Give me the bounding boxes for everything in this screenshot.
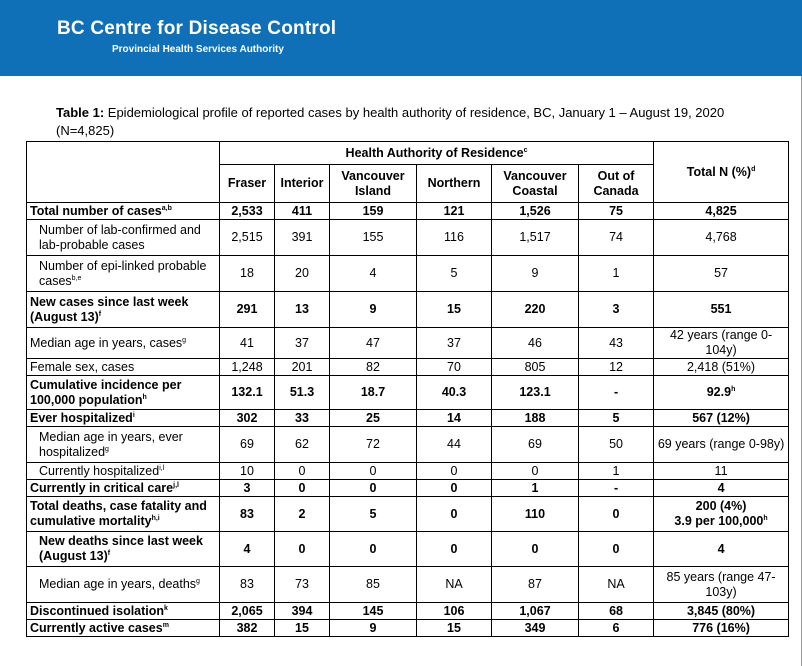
table-row	[27, 376, 789, 410]
table-row	[27, 328, 789, 359]
cell-total	[654, 203, 789, 220]
row-label-sup: g	[105, 445, 109, 453]
cell-total-text: 567 (12%)	[692, 410, 750, 425]
col-header-out-of-canada: Out of Canada	[579, 165, 654, 203]
cell-interior: 391	[275, 220, 330, 256]
row-label-sup: i,l	[159, 464, 165, 472]
cell-vancouver-island: 5	[330, 497, 417, 532]
row-label-text: New deaths since last week (August 13)	[39, 534, 203, 563]
cell-northern: 0	[417, 463, 492, 480]
cell-vancouver-island: 9	[330, 620, 417, 637]
row-label-text: Median age in years, deaths	[39, 577, 197, 591]
cell-out-of-canada: 50	[579, 427, 654, 463]
cell-northern: 0	[417, 497, 492, 532]
cell-fraser: 41	[220, 328, 275, 359]
cell-fraser: 3	[220, 480, 275, 497]
group-header-sup: c	[523, 146, 528, 154]
table-row	[27, 463, 789, 480]
org-name: BC Centre for Disease Control	[57, 18, 337, 39]
row-label-sup: h	[142, 393, 147, 401]
cell-fraser: 10	[220, 463, 275, 480]
cell-vancouver-island: 4	[330, 256, 417, 292]
cell-vancouver-island: 159	[330, 203, 417, 220]
row-label	[27, 256, 220, 292]
table-row	[27, 532, 789, 567]
header-banner	[0, 0, 802, 76]
row-label-sup: j,l	[173, 481, 179, 489]
row-label	[27, 463, 220, 480]
col-header-vancouver-island: Vancouver Island	[330, 165, 417, 203]
cell-interior: 13	[275, 292, 330, 328]
row-label	[27, 376, 220, 410]
cell-out-of-canada: 0	[579, 497, 654, 532]
row-label-text: Median age in years, ever hospitalized	[39, 429, 183, 459]
row-label-sup: h,i	[151, 514, 160, 522]
table-row	[27, 567, 789, 603]
row-label-text: Median age in years, cases	[30, 335, 183, 350]
cell-vancouver-coastal: 1,526	[492, 203, 579, 220]
cell-northern: 44	[417, 427, 492, 463]
cell-fraser: 83	[220, 497, 275, 532]
table-row	[27, 292, 789, 328]
row-label	[27, 567, 220, 603]
col-header-vancouver-coastal: Vancouver Coastal	[492, 165, 579, 203]
group-header-text: Health Authority of Residence	[345, 145, 524, 160]
cell-total	[654, 328, 789, 359]
cell-total	[654, 620, 789, 637]
row-label-sup: k	[164, 604, 168, 612]
row-label-text: Discontinued isolation	[30, 603, 165, 618]
col-header-fraser: Fraser	[220, 165, 275, 203]
cell-total	[654, 376, 789, 410]
cell-total-text: 2,418 (51%)	[686, 359, 756, 374]
cell-vancouver-island: 72	[330, 427, 417, 463]
cell-vancouver-island: 145	[330, 603, 417, 620]
row-label-sup: i	[132, 411, 135, 419]
cell-interior: 0	[275, 532, 330, 567]
cell-vancouver-coastal: 46	[492, 328, 579, 359]
cell-total-text: 57	[714, 266, 728, 280]
cell-interior: 73	[275, 567, 330, 603]
table-row	[27, 359, 789, 376]
cell-interior: 2	[275, 497, 330, 532]
cell-interior: 394	[275, 603, 330, 620]
cell-fraser: 2,515	[220, 220, 275, 256]
caption-text: Epidemiological profile of reported cases by health authority of residence, BC, January 1 – August 19, 2020	[104, 105, 725, 120]
cell-total-text: 4	[717, 541, 725, 556]
cell-vancouver-island: 0	[330, 480, 417, 497]
cell-interior: 0	[275, 480, 330, 497]
row-label-sup: b,e	[71, 274, 82, 282]
header-blank-cell	[27, 142, 220, 203]
cell-vancouver-island: 0	[330, 532, 417, 567]
cell-vancouver-coastal: 188	[492, 410, 579, 427]
table-caption	[56, 104, 776, 140]
cell-northern: 121	[417, 203, 492, 220]
row-label	[27, 603, 220, 620]
row-label-text: Currently hospitalized	[39, 463, 160, 478]
cell-interior: 62	[275, 427, 330, 463]
cell-total	[654, 603, 789, 620]
cell-vancouver-coastal: 1,067	[492, 603, 579, 620]
table-row	[27, 427, 789, 463]
row-label	[27, 410, 220, 427]
header-row-group	[27, 142, 789, 165]
cell-vancouver-coastal: 0	[492, 463, 579, 480]
cell-out-of-canada: 1	[579, 463, 654, 480]
cell-northern: 70	[417, 359, 492, 376]
cell-northern: 15	[417, 292, 492, 328]
cell-vancouver-coastal: 87	[492, 567, 579, 603]
table-row	[27, 220, 789, 256]
cell-fraser: 2,533	[220, 203, 275, 220]
cell-out-of-canada: 68	[579, 603, 654, 620]
cell-out-of-canada: 6	[579, 620, 654, 637]
cell-vancouver-island: 0	[330, 463, 417, 480]
cell-out-of-canada: -	[579, 480, 654, 497]
row-label-sup: a,b	[161, 204, 172, 212]
cell-northern: 0	[417, 480, 492, 497]
row-label-sup: f	[107, 549, 111, 557]
cell-out-of-canada: 43	[579, 328, 654, 359]
cell-total-text: 3,845 (80%)	[686, 603, 756, 618]
cell-total-text: 4	[717, 480, 725, 495]
cell-out-of-canada: 12	[579, 359, 654, 376]
row-label-text: Currently in critical care	[30, 480, 174, 495]
cell-interior: 0	[275, 463, 330, 480]
row-label	[27, 620, 220, 637]
cell-total-sup: h	[731, 385, 736, 393]
cell-fraser: 2,065	[220, 603, 275, 620]
cell-total-text: 69 years (range 0-98y)	[657, 437, 785, 451]
cell-northern: 106	[417, 603, 492, 620]
table-row	[27, 480, 789, 497]
row-label-sup: m	[162, 621, 169, 629]
cell-vancouver-coastal: 220	[492, 292, 579, 328]
cell-fraser: 382	[220, 620, 275, 637]
cell-vancouver-coastal: 805	[492, 359, 579, 376]
caption-n: (N=4,825)	[56, 123, 115, 138]
row-label-text: Number of lab-confirmed and lab-probable cases	[39, 222, 201, 252]
cell-total-text: 200 (4%)	[695, 499, 747, 513]
cell-interior: 33	[275, 410, 330, 427]
cell-total	[654, 532, 789, 567]
cell-fraser: 18	[220, 256, 275, 292]
cell-vancouver-coastal: 110	[492, 497, 579, 532]
cell-vancouver-island: 82	[330, 359, 417, 376]
row-label	[27, 292, 220, 328]
epi-table	[26, 141, 789, 637]
cell-northern: 0	[417, 532, 492, 567]
cell-fraser: 69	[220, 427, 275, 463]
cell-fraser: 132.1	[220, 376, 275, 410]
cell-total-text: 11	[714, 463, 728, 478]
cell-vancouver-island: 47	[330, 328, 417, 359]
row-label-text: Number of epi-linked probable cases	[39, 258, 207, 288]
row-label	[27, 497, 220, 532]
table-row	[27, 410, 789, 427]
cell-interior: 15	[275, 620, 330, 637]
cell-vancouver-island: 85	[330, 567, 417, 603]
cell-interior: 201	[275, 359, 330, 376]
row-label-text: Total number of cases	[30, 203, 162, 218]
cell-vancouver-coastal: 69	[492, 427, 579, 463]
cell-total-text: 551	[710, 302, 732, 316]
cell-total-text: 776 (16%)	[692, 620, 750, 635]
row-label-text: Total deaths, case fatality and cumulative mortality	[30, 499, 207, 528]
row-label-sup: g	[196, 577, 200, 585]
cell-interior: 411	[275, 203, 330, 220]
cell-northern: NA	[417, 567, 492, 603]
cell-total-text: 92.9	[706, 385, 732, 399]
group-header	[220, 142, 654, 165]
cell-total	[654, 463, 789, 480]
col-header-interior: Interior	[275, 165, 330, 203]
cell-out-of-canada: NA	[579, 567, 654, 603]
row-label	[27, 220, 220, 256]
cell-vancouver-coastal: 9	[492, 256, 579, 292]
row-label	[27, 359, 220, 376]
cell-total	[654, 220, 789, 256]
cell-interior: 51.3	[275, 376, 330, 410]
row-label-text: New cases since last week (August 13)	[30, 294, 189, 324]
cell-out-of-canada: 74	[579, 220, 654, 256]
cell-vancouver-coastal: 349	[492, 620, 579, 637]
col-header-northern: Northern	[417, 165, 492, 203]
cell-total	[654, 292, 789, 328]
cell-out-of-canada: 75	[579, 203, 654, 220]
row-label-text: Cumulative incidence per 100,000 population	[30, 377, 182, 407]
cell-total-text: 4,825	[705, 203, 737, 218]
total-header	[654, 142, 789, 203]
cell-interior: 37	[275, 328, 330, 359]
cell-northern: 116	[417, 220, 492, 256]
table-row	[27, 256, 789, 292]
cell-fraser: 1,248	[220, 359, 275, 376]
caption-label: Table 1:	[56, 105, 105, 120]
table-row	[27, 203, 789, 220]
cell-out-of-canada: -	[579, 376, 654, 410]
row-label-text: Female sex, cases	[30, 359, 135, 374]
cell-total	[654, 567, 789, 603]
cell-vancouver-coastal: 0	[492, 532, 579, 567]
total-header-sup: d	[751, 165, 756, 173]
cell-northern: 37	[417, 328, 492, 359]
cell-northern: 5	[417, 256, 492, 292]
cell-northern: 15	[417, 620, 492, 637]
cell-vancouver-island: 9	[330, 292, 417, 328]
cell-out-of-canada: 1	[579, 256, 654, 292]
cell-total	[654, 256, 789, 292]
cell-vancouver-island: 25	[330, 410, 417, 427]
org-subtitle: Provincial Health Services Authority	[112, 44, 284, 55]
row-label	[27, 427, 220, 463]
cell-out-of-canada: 0	[579, 532, 654, 567]
cell-vancouver-coastal: 123.1	[492, 376, 579, 410]
cell-fraser: 302	[220, 410, 275, 427]
row-label-text: Currently active cases	[30, 620, 163, 635]
cell-vancouver-island: 155	[330, 220, 417, 256]
cell-total	[654, 359, 789, 376]
cell-out-of-canada: 5	[579, 410, 654, 427]
row-label-sup: g	[182, 336, 187, 344]
row-label	[27, 328, 220, 359]
cell-total-text: 42 years (range 0-104y)	[669, 328, 773, 357]
cell-northern: 40.3	[417, 376, 492, 410]
row-label-text: Ever hospitalized	[30, 410, 133, 425]
cell-total	[654, 480, 789, 497]
table-row	[27, 497, 789, 532]
cell-interior: 20	[275, 256, 330, 292]
cell-total-line2: 3.9 per 100,000	[674, 514, 764, 528]
row-label	[27, 203, 220, 220]
table-row	[27, 603, 789, 620]
row-label	[27, 480, 220, 497]
cell-total	[654, 497, 789, 532]
cell-total-line2-sup: h	[763, 514, 768, 522]
cell-total-text: 4,768	[705, 230, 737, 244]
cell-out-of-canada: 3	[579, 292, 654, 328]
cell-fraser: 83	[220, 567, 275, 603]
cell-fraser: 4	[220, 532, 275, 567]
cell-vancouver-island: 18.7	[330, 376, 417, 410]
cell-total-text: 85 years (range 47-103y)	[666, 569, 776, 599]
cell-vancouver-coastal: 1	[492, 480, 579, 497]
cell-total	[654, 427, 789, 463]
row-label	[27, 532, 220, 567]
cell-northern: 14	[417, 410, 492, 427]
total-header-text: Total N (%)	[686, 164, 752, 179]
cell-total	[654, 410, 789, 427]
cell-fraser: 291	[220, 292, 275, 328]
row-label-sup: f	[98, 310, 102, 318]
table-row	[27, 620, 789, 637]
cell-vancouver-coastal: 1,517	[492, 220, 579, 256]
